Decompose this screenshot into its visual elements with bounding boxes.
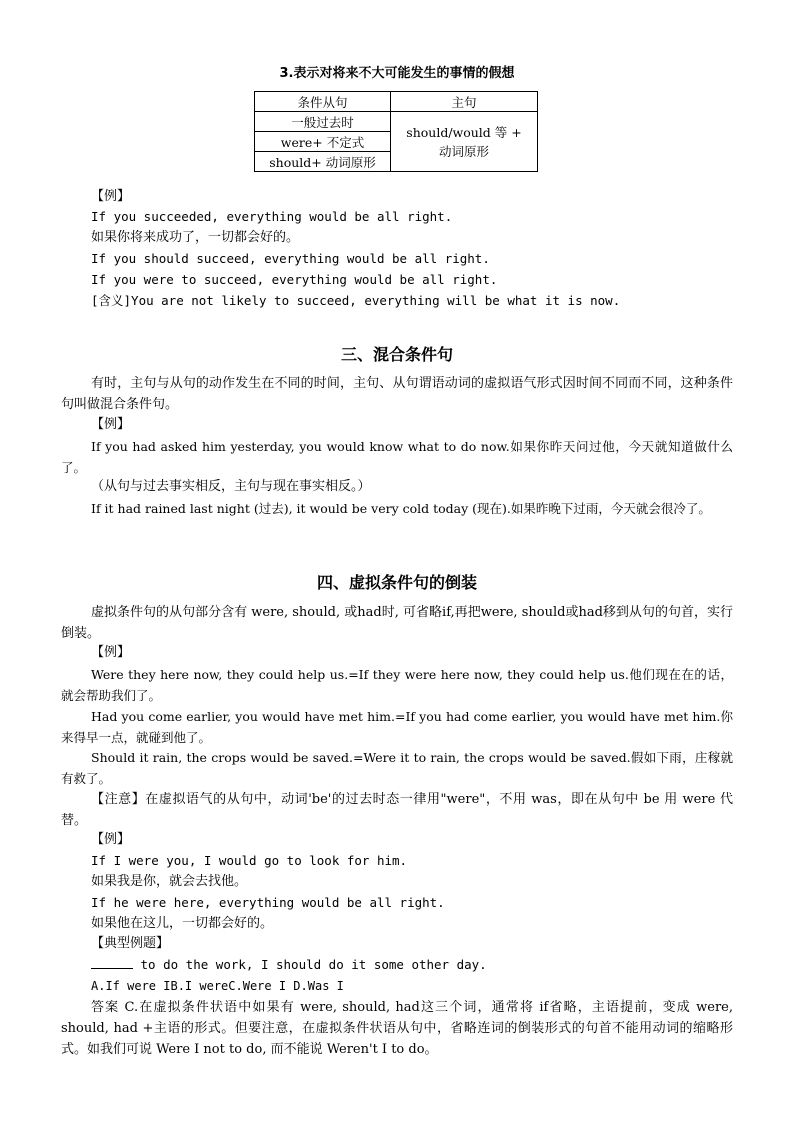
table-cell-main (391, 112, 538, 172)
question-line (91, 955, 487, 975)
example-label: 【例】 (91, 189, 131, 204)
table-cell-condition: should+ 动词原形 (255, 152, 391, 172)
example-label: 【例】 (91, 417, 131, 432)
paragraph: If you had asked him yesterday, you would know what to do now.如果你昨天问过他，今天就知道做什么了。 (61, 439, 733, 475)
table-header-condition: 条件从句 (255, 92, 391, 112)
example-line: If you were to succeed, everything would be all right. (91, 272, 498, 287)
table-main-line: should/would 等 + (406, 124, 522, 140)
table-main-line: 动词原形 (439, 143, 490, 159)
heading-mixed-conditionals: 三、混合条件句 (340, 345, 453, 364)
heading-inversion: 四、虚拟条件句的倒装 (316, 573, 477, 592)
paragraph: Were they here now, they could help us.=If they were here now, they could help us.他们现在在的话，就会帮助我们了。 (61, 667, 733, 703)
example-line: If you should succeed, everything would be all right. (91, 251, 490, 266)
paragraph: Should it rain, the crops would be saved.=Were it to rain, the crops would be saved.假如下雨，庄稼就有救了。 (61, 750, 733, 786)
example-line: [含义]You are not likely to succeed, everything will be what it is now. (91, 293, 621, 308)
example-line: 如果他在这儿，一切都会好的。 (91, 916, 274, 931)
note-line: （从句与过去事实相反，主句与现在事实相反。） (91, 479, 371, 494)
table-cell-condition: were+ 不定式 (255, 132, 391, 152)
table-header-main: 主句 (391, 92, 538, 112)
conditional-table (254, 91, 538, 172)
question-text: to do the work, I should do it some other day. (140, 957, 487, 972)
example-label: 【例】 (91, 645, 131, 660)
paragraph: 【注意】在虚拟语气的从句中，动词'be'的过去时态一律用"were"，不用 was，即在从句中 be 用 were 代替。 (61, 792, 733, 828)
section3-title: 3.表示对将来不大可能发生的事情的假想 (279, 66, 515, 81)
example-line: If you succeeded, everything would be all right. (91, 209, 453, 224)
typical-example-label: 【典型例题】 (91, 936, 170, 951)
example-line: 如果我是你，就会去找他。 (91, 874, 248, 889)
options-line: A.If were IB.I wereC.Were I D.Was I (91, 979, 344, 993)
table-cell-condition: 一般过去时 (255, 112, 391, 132)
example-line: 如果你将来成功了，一切都会好的。 (91, 230, 300, 245)
answer-blank (91, 956, 133, 969)
paragraph: 有时，主句与从句的动作发生在不同的时间，主句、从句谓语动词的虚拟语气形式因时间不同而不同，这种条件句叫做混合条件句。 (61, 376, 733, 412)
paragraph: Had you come earlier, you would have met him.=If you had come earlier, you would have met him.你来得早一点，就碰到他了。 (61, 709, 733, 745)
example-line: If I were you, I would go to look for him. (91, 853, 408, 868)
paragraph: If it had rained last night (过去), it would be very cold today (现在).如果昨晚下过雨，今天就会很冷了。 (91, 501, 711, 516)
answer-paragraph: 答案 C.在虚拟条件状语中如果有 were, should, had这三个词，通常将 if省略，主语提前，变成 were, should, had +主语的形式。但要注意，在虚拟条件状语从句中，省略连词的倒装形式的句首不能用动词的缩略形式。如我们可说 Were I not to do, 而不能说 Weren't I to do。 (61, 1000, 733, 1057)
example-line: If he were here, everything would be all right. (91, 895, 445, 910)
paragraph: 虚拟条件句的从句部分含有 were, should, 或had时, 可省略if,再把were, should或had移到从句的句首，实行倒装。 (61, 605, 733, 641)
example-label: 【例】 (91, 832, 131, 847)
